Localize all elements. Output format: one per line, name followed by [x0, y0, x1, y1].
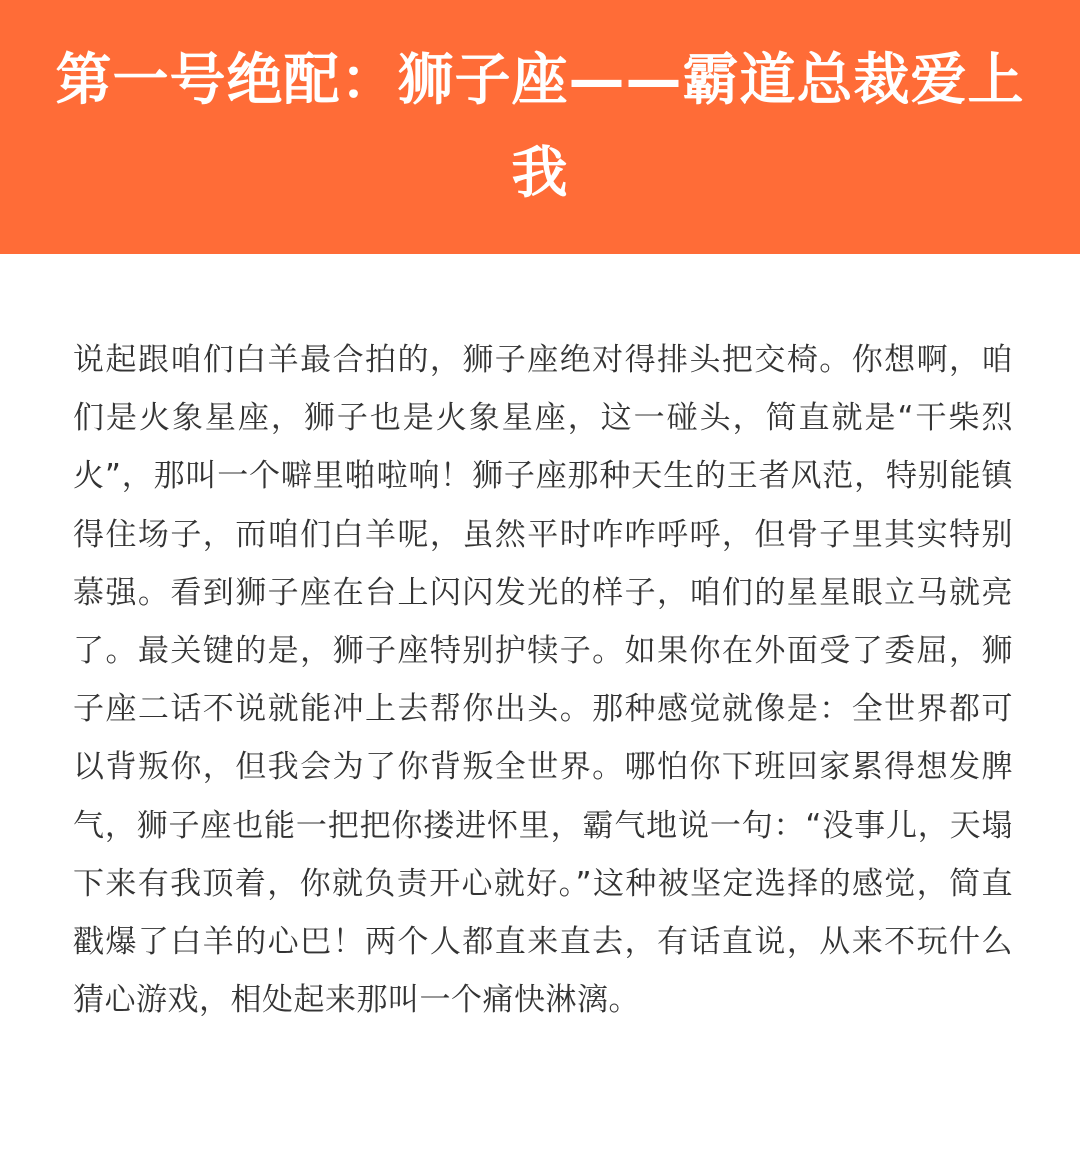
article-title: 第一号绝配：狮子座——霸道总裁爱上我: [55, 48, 1025, 206]
title-banner: [0, 0, 1080, 254]
article-paragraph: 说起跟咱们白羊最合拍的，狮子座绝对得排头把交椅。你想啊，咱们是火象星座，狮子也是火象星座，这一碰头，简直就是“干柴烈火”，那叫一个噼里啪啦响！狮子座那种天生的王者风范，特别能镇得住场子，而咱们白羊呢，虽然平时咋咋呼呼，但骨子里其实特别慕强。看到狮子座在台上闪闪发光的样子，咱们的星星眼立马就亮了。最关键的是，狮子座特别护犊子。如果你在外面受了委屈，狮子座二话不说就能冲上去帮你出头。那种感觉就像是：全世界都可以背叛你，但我会为了你背叛全世界。哪怕你下班回家累得想发脾气，狮子座也能一把把你搂进怀里，霸气地说一句：“没事儿，天塌下来有我顶着，你就负责开心就好。”这种被坚定选择的感觉，简直戳爆了白羊的心巴！两个人都直来直去，有话直说，从来不玩什么猜心游戏，相处起来那叫一个痛快淋漓。: [73, 342, 1013, 1019]
